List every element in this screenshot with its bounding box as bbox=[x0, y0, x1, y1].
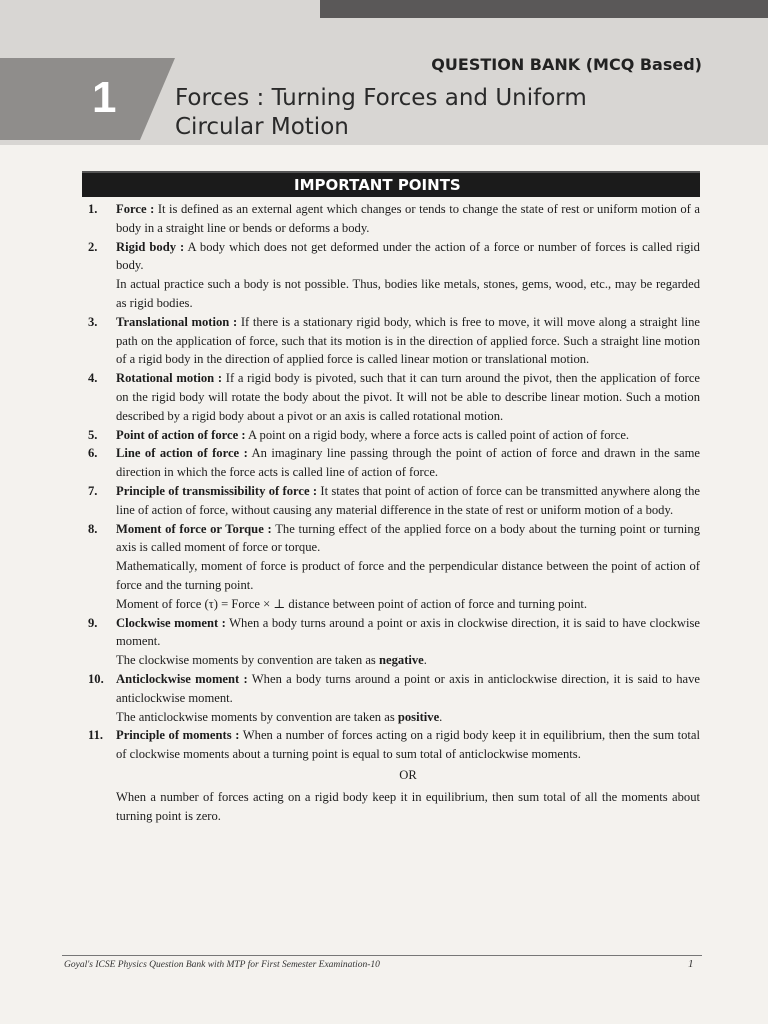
point-term: Line of action of force : bbox=[116, 446, 248, 461]
point-text: If there is a stationary rigid body, which is free to move, it will move along a straight line path on the application of force, such that its motion is in the direction of applied force. Such a straight line motion of a rigid body in the direction of applied force is called linear motion or translational motion. bbox=[116, 314, 700, 367]
point-item bbox=[82, 614, 700, 670]
point-text: Mathematically, moment of force is product of force and the perpendicular distance between the point of action of force and the turning point. bbox=[116, 559, 700, 592]
point-item bbox=[82, 426, 700, 445]
point-paragraph bbox=[116, 595, 700, 614]
point-text: When a body turns around a point or axis in clockwise direction, it is said to have clockwise moment. bbox=[116, 615, 700, 649]
point-text: If a rigid body is pivoted, such that it can turn around the pivot, then the application of force on the rigid body will rotate the body about the pivot. It will not be able to describe linear motion. Such a motion described by a rigid body about a pivot or an axis is called rotational motion. bbox=[116, 371, 700, 423]
point-number: 5. bbox=[88, 427, 98, 442]
point-term: Rigid body : bbox=[116, 239, 185, 254]
point-paragraph bbox=[116, 520, 700, 558]
point-paragraph bbox=[116, 275, 700, 313]
convention-suffix: . bbox=[439, 709, 443, 724]
header-dark-strip bbox=[320, 0, 768, 18]
chapter-number: 1 bbox=[92, 73, 117, 122]
point-paragraph bbox=[116, 670, 700, 708]
point-text: An imaginary line passing through the point of action of force and drawn in the same direction in which the force acts is called line of action of force. bbox=[116, 446, 700, 480]
point-convention bbox=[116, 708, 700, 727]
point-item bbox=[82, 482, 700, 520]
point-paragraph bbox=[116, 238, 700, 276]
point-term: Principle of moments : bbox=[116, 728, 240, 743]
convention-sign: positive bbox=[397, 709, 440, 724]
points-list bbox=[82, 200, 700, 825]
point-number: 10. bbox=[88, 671, 104, 686]
footer-rule bbox=[62, 955, 702, 956]
point-paragraph bbox=[116, 444, 700, 482]
point-term: Moment of force or Torque : bbox=[116, 521, 272, 536]
point-paragraph bbox=[116, 369, 700, 425]
point-number: 3. bbox=[88, 314, 98, 329]
point-item bbox=[82, 238, 700, 313]
point-paragraph bbox=[116, 614, 700, 652]
point-paragraph bbox=[116, 313, 700, 369]
point-item bbox=[82, 200, 700, 238]
convention-prefix: The clockwise moments by convention are taken as bbox=[116, 653, 379, 668]
point-number: 1. bbox=[88, 202, 98, 216]
point-paragraph bbox=[116, 200, 700, 238]
point-item bbox=[82, 726, 700, 825]
convention-prefix: The anticlockwise moments by convention are taken as bbox=[116, 709, 398, 724]
convention-suffix: . bbox=[423, 653, 427, 668]
point-item bbox=[82, 670, 700, 726]
point-item bbox=[82, 313, 700, 369]
point-text: A body which does not get deformed under the action of a force or number of forces is called rigid body. bbox=[116, 239, 700, 273]
or-separator: OR bbox=[399, 767, 417, 782]
point-text: When a body turns around a point or axis in anticlockwise direction, it is said to have anticlockwise moment. bbox=[116, 671, 701, 705]
point-item bbox=[82, 520, 700, 614]
point-term: Translational motion : bbox=[116, 314, 238, 329]
page-number: 1 bbox=[688, 958, 694, 970]
point-paragraph bbox=[116, 426, 700, 445]
point-term: Rotational motion : bbox=[116, 371, 223, 386]
point-text: A point on a rigid body, where a force acts is called point of action of force. bbox=[248, 427, 630, 442]
point-text: It is defined as an external agent which changes or tends to change the state of rest or uniform motion of a body in a straight line or bends or deforms a body. bbox=[116, 202, 700, 235]
point-number: 7. bbox=[88, 483, 98, 498]
point-number: 2. bbox=[88, 239, 98, 254]
point-text: When a number of forces acting on a rigid body keep it in equilibrium, then the sum total of clockwise moments about a turning point is equal to sum total of anticlockwise moments. bbox=[116, 728, 701, 762]
important-points-header bbox=[82, 171, 700, 197]
point-text: The turning effect of the applied force on a body about the turning point or turning axis is called moment of force or torque. bbox=[116, 521, 701, 555]
point-number: 4. bbox=[88, 371, 98, 386]
footer-text: Goyal's ICSE Physics Question Bank with MTP for First Semester Examination-10 bbox=[64, 960, 380, 970]
chapter-title-line1: Forces : Turning Forces and Uniform bbox=[175, 85, 587, 111]
point-paragraph bbox=[116, 557, 700, 595]
point-number: 9. bbox=[88, 615, 98, 630]
section-title: IMPORTANT POINTS bbox=[294, 176, 461, 194]
point-number: 6. bbox=[88, 446, 98, 461]
point-term: Point of action of force : bbox=[116, 427, 246, 442]
point-text: Moment of force (τ) = Force × ⊥ distance between point of action of force and turning point. bbox=[116, 596, 588, 611]
point-number: 8. bbox=[88, 521, 98, 536]
point-paragraph bbox=[116, 726, 700, 764]
chapter-title-line2: Circular Motion bbox=[175, 114, 349, 140]
point-paragraph: When a number of forces acting on a rigid body keep it in equilibrium, then sum total of all the moments about turning point is zero. bbox=[116, 789, 700, 823]
point-term: Clockwise moment : bbox=[116, 615, 226, 630]
point-item bbox=[82, 369, 700, 425]
point-item bbox=[82, 444, 700, 482]
point-convention bbox=[116, 651, 700, 670]
point-number: 11. bbox=[88, 728, 104, 743]
question-bank-label: QUESTION BANK (MCQ Based) bbox=[431, 55, 702, 74]
convention-sign: negative bbox=[379, 653, 424, 668]
point-term: Force : bbox=[116, 202, 155, 216]
point-text: In actual practice such a body is not possible. Thus, bodies like metals, stones, gems, wood, etc., may be regarded as rigid bodies. bbox=[116, 277, 700, 310]
point-text: It states that point of action of force can be transmitted anywhere along the line of action of force, without causing any material difference in the state of rest or uniform motion of a body. bbox=[116, 483, 700, 517]
chapter-title bbox=[175, 84, 635, 142]
point-term: Anticlockwise moment : bbox=[116, 671, 248, 686]
point-paragraph bbox=[116, 482, 700, 520]
point-term: Principle of transmissibility of force : bbox=[116, 483, 318, 498]
